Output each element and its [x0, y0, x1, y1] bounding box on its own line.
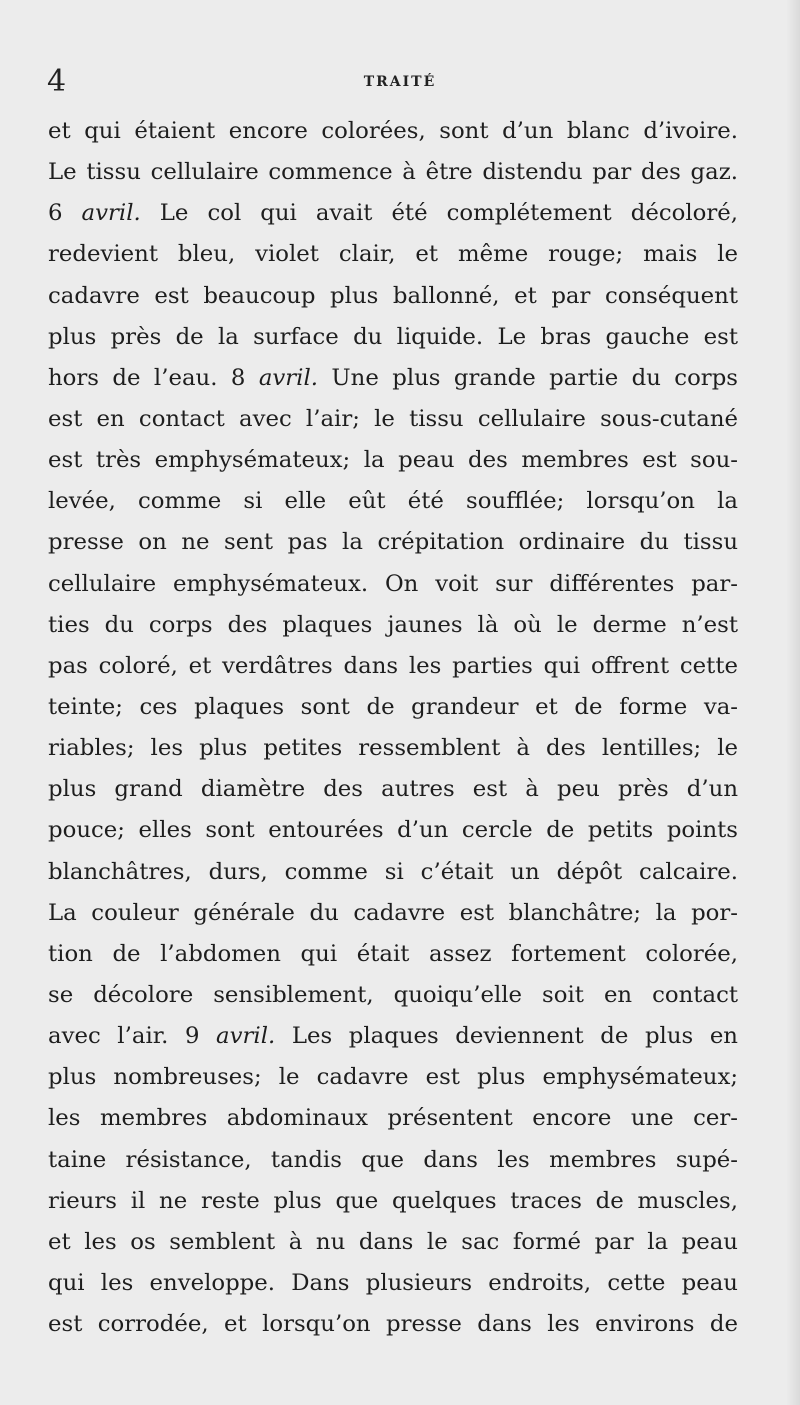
text-line: tion de l’abdomen qui était assez fortement colorée, [48, 940, 738, 967]
text-line: pouce; elles sont entourées d’un cercle de petits points [48, 817, 738, 844]
text-line: teinte; ces plaques sont de grandeur et de forme va- [48, 693, 738, 720]
text-line: hors de l’eau. 8 avril. Une plus grande partie du corps [48, 364, 738, 391]
text-line: rieurs il ne reste plus que quelques traces de muscles, [48, 1187, 738, 1214]
text-line: est en contact avec l’air; le tissu cellulaire sous-cutané [48, 405, 738, 432]
text-line: ties du corps des plaques jaunes là où le derme n’est [48, 611, 738, 638]
text-line: plus nombreuses; le cadavre est plus emphysémateux; [48, 1064, 738, 1091]
text-line: Le tissu cellulaire commence à être distendu par des gaz. [48, 159, 738, 186]
text-line: et les os semblent à nu dans le sac formé par la peau [48, 1228, 738, 1255]
text-line: redevient bleu, violet clair, et même rouge; mais le [48, 241, 738, 268]
text-line: les membres abdominaux présentent encore une cer- [48, 1105, 738, 1132]
running-title: TRAITÉ [363, 74, 437, 90]
text-line: se décolore sensiblement, quoiqu’elle soit en contact [48, 981, 738, 1008]
text-line: avec l’air. 9 avril. Les plaques deviennent de plus en [48, 1023, 738, 1050]
text-line: et qui étaient encore colorées, sont d’un blanc d’ivoire. [48, 118, 738, 144]
page-edge-shadow [786, 0, 800, 1405]
text-line: taine résistance, tandis que dans les membres supé- [48, 1146, 738, 1173]
text-line: blanchâtres, durs, comme si c’était un dépôt calcaire. [48, 858, 738, 885]
text-line: riables; les plus petites ressemblent à des lentilles; le [48, 735, 738, 762]
text-line: La couleur générale du cadavre est blanchâtre; la por- [48, 899, 738, 926]
text-line: plus grand diamètre des autres est à peu près d’un [48, 776, 738, 803]
text-line: presse on ne sent pas la crépitation ordinaire du tissu [48, 529, 738, 556]
body-text [48, 111, 738, 1345]
text-line: 6 avril. Le col qui avait été complétement décoloré, [48, 200, 738, 227]
text-line: levée, comme si elle eût été soufflée; lorsqu’on la [48, 488, 738, 515]
text-line: est très emphysémateux; la peau des membres est sou- [48, 447, 738, 474]
page-number: 4 [47, 64, 67, 99]
text-line: pas coloré, et verdâtres dans les parties qui offrent cette [48, 652, 738, 679]
text-line: cadavre est beaucoup plus ballonné, et par conséquent [48, 282, 738, 309]
text-line: est corrodée, et lorsqu’on presse dans les environs de [48, 1311, 738, 1338]
text-line: plus près de la surface du liquide. Le bras gauche est [48, 323, 738, 350]
text-line: qui les enveloppe. Dans plusieurs endroits, cette peau [48, 1269, 738, 1296]
text-line: cellulaire emphysémateux. On voit sur différentes par- [48, 570, 738, 597]
